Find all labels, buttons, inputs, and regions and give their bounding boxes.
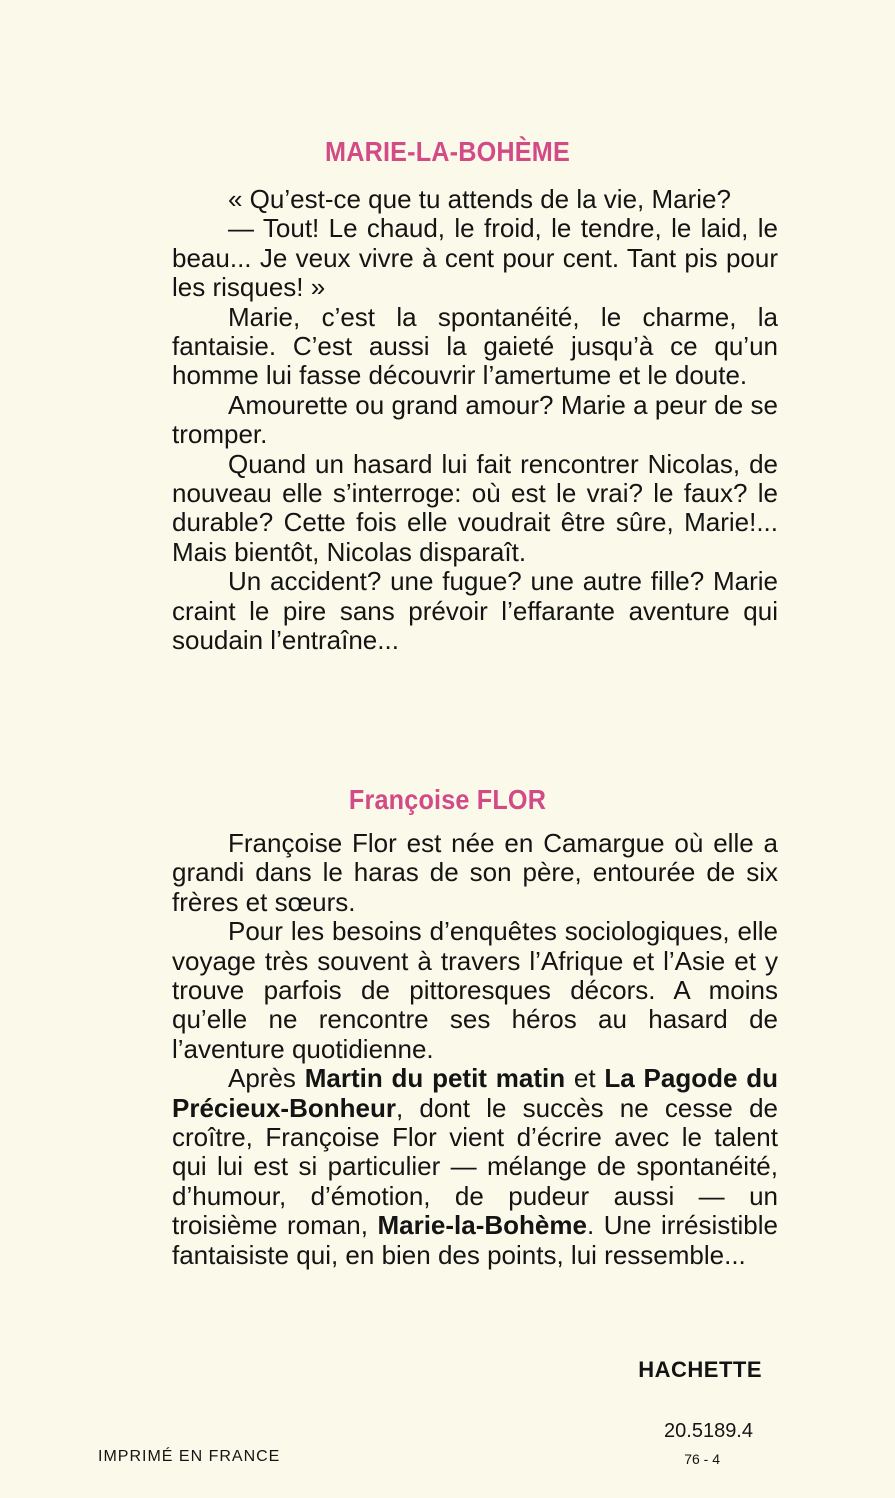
author-name: Françoise FLOR bbox=[348, 784, 547, 815]
synopsis-paragraph: Amourette ou grand amour? Marie a peur de se tromper. bbox=[172, 389, 778, 450]
edition-number: 76 - 4 bbox=[684, 1451, 720, 1467]
print-origin: IMPRIMÉ EN FRANCE bbox=[98, 1448, 281, 1465]
book-title: MARIE-LA-BOHÈME bbox=[325, 136, 570, 167]
biography-paragraph: Pour les besoins d’enquêtes sociologiques, elle voyage très souvent à travers l’Afrique et l’Asie et y trouve parfois de pittoresques décors. A moins qu’elle ne rencontre ses héros au hasard de l’aventure quotidienne. bbox=[172, 916, 778, 1064]
biography-paragraph: Françoise Flor est née en Camargue où elle a grandi dans le haras de son père, entourée de six frères et sœurs. bbox=[172, 828, 778, 917]
publisher-name: HACHETTE bbox=[638, 1357, 762, 1382]
synopsis bbox=[172, 185, 778, 656]
synopsis-paragraph: « Qu’est-ce que tu attends de la vie, Marie? bbox=[228, 184, 731, 214]
biography-text: et bbox=[565, 1063, 605, 1094]
synopsis-paragraph: Quand un hasard lui fait rencontrer Nicolas, de nouveau elle s’interroge: où est le vrai? le faux? le durable? Cette fois elle voudrait être sûre, Marie!... Mais bientôt, Nicolas disparaît. bbox=[172, 448, 778, 567]
author-biography bbox=[172, 829, 778, 1270]
biography-text: , dont le succès ne cesse de croître, Françoise Flor vient d’écrire avec le talent qui lui est si particulier — mélange de spontanéité, d’humour, d’émotion, de pudeur aussi — un troisième roman, bbox=[172, 1092, 778, 1241]
biography-text: Après bbox=[228, 1063, 305, 1094]
synopsis-paragraph: Marie, c’est la spontanéité, le charme, la fantaisie. C’est aussi la gaieté jusqu’à ce qu’un homme lui fasse découvrir l’amertume et le doute. bbox=[172, 301, 778, 391]
biography-paragraph bbox=[172, 1064, 778, 1270]
synopsis-paragraph: — Tout! Le chaud, le froid, le tendre, le laid, le beau... Je veux vivre à cent pour cent. Tant pis pour les risques! » bbox=[172, 213, 778, 303]
work-title: Marie-la-Bohème bbox=[377, 1210, 587, 1241]
catalog-code: 20.5189.4 bbox=[664, 1420, 753, 1442]
synopsis-paragraph: Un accident? une fugue? une autre fille? Marie craint le pire sans prévoir l’effarante aventure qui soudain l’entraîne... bbox=[172, 566, 778, 656]
biography-text: . Une irrésistible fantaisiste qui, en bien des points, lui ressemble... bbox=[172, 1210, 778, 1270]
work-title: La Pagode du Précieux-Bonheur bbox=[172, 1063, 778, 1123]
work-title: Martin du petit matin bbox=[304, 1063, 566, 1094]
